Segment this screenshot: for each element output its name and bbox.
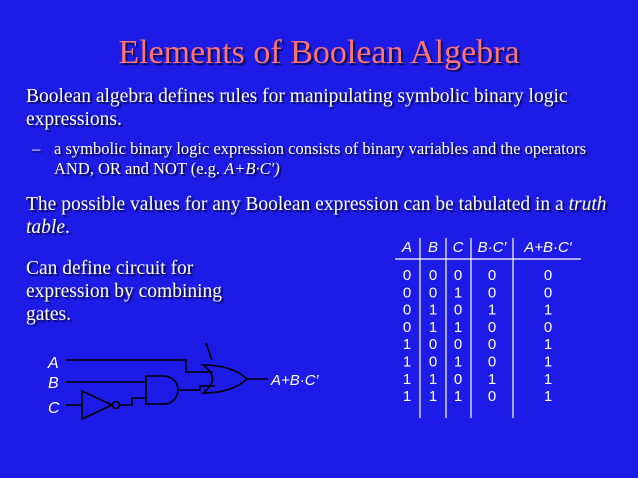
sub-bullet-dash: – [32,139,41,158]
table-cell: 1 [428,301,438,319]
table-header-c: C [452,239,464,256]
table-cell: 0 [402,301,412,319]
table-cell: 0 [543,318,553,336]
table-header-a: A [401,239,413,256]
table-cell: 1 [453,318,463,336]
table-cell: 1 [543,301,553,319]
input-label-a: A [48,355,59,372]
table-cell: 0 [453,267,463,284]
slide-title: Elements of Boolean Algebra [118,34,520,71]
table-cell: 0 [543,284,553,302]
table-cell: 1 [487,370,497,388]
sub-bullet-text: a symbolic binary logic expression consists of binary variables and the operators AND, OR and NOT (e.g. [54,139,586,178]
table-cell: 0 [453,370,463,388]
not-gate-icon [82,391,112,419]
output-label: A+B·C′ [271,372,319,389]
table-cell: 0 [487,388,497,406]
table-cell: 1 [543,353,553,371]
truth-table-term: truth table [26,194,607,238]
table-cell: 1 [453,353,463,371]
logic-circuit [47,343,320,419]
table-cell: 0 [543,267,553,284]
bullet-truth-table-end: . [65,217,70,238]
table-cell: 0 [428,336,438,354]
sub-bullet-expression-example: A+B·C′) [224,159,280,178]
table-header-b: B [427,239,439,256]
table-cell: 1 [402,370,412,388]
table-header-bc: B·C′ [477,239,507,256]
table-cell: 0 [428,353,438,371]
table-cell: 0 [453,336,463,354]
table-cell: 1 [543,336,553,354]
table-cell: 1 [453,284,463,302]
table-cell: 1 [428,370,438,388]
table-cell: 1 [402,353,412,371]
table-body [403,267,552,405]
or-gate-icon [203,365,247,393]
table-cell: 0 [453,301,463,319]
truth-table [395,238,581,418]
table-cell: 0 [402,318,412,336]
table-cell: 0 [487,284,497,302]
table-cell: 0 [402,267,412,284]
table-cell: 1 [402,336,412,354]
table-cell: 0 [487,318,497,336]
table-cell: 1 [543,370,553,388]
table-cell: 1 [543,388,553,406]
bullet-circuit: Can define circuit for expression by combining gates. [26,258,223,325]
table-cell: 1 [402,388,412,406]
bullet-truth-table-text: The possible values for any Boolean expression can be tabulated in a [26,194,569,215]
table-cell: 0 [428,267,438,284]
table-cell: 0 [487,267,497,284]
table-cell: 0 [487,353,497,371]
table-cell: 1 [487,301,497,319]
table-cell: 0 [428,284,438,302]
and-gate-icon [146,376,178,404]
table-header-result: A+B·C′ [524,239,572,256]
table-cell: 1 [453,388,463,406]
bullet-boolean-definition: Boolean algebra defines rules for manipulating symbolic binary logic expressions. [26,86,568,130]
table-cell: 0 [402,284,412,302]
input-label-b: B [48,375,59,392]
input-label-c: C [48,400,60,417]
table-cell: 0 [487,336,497,354]
table-cell: 1 [428,388,438,406]
table-cell: 1 [428,318,438,336]
